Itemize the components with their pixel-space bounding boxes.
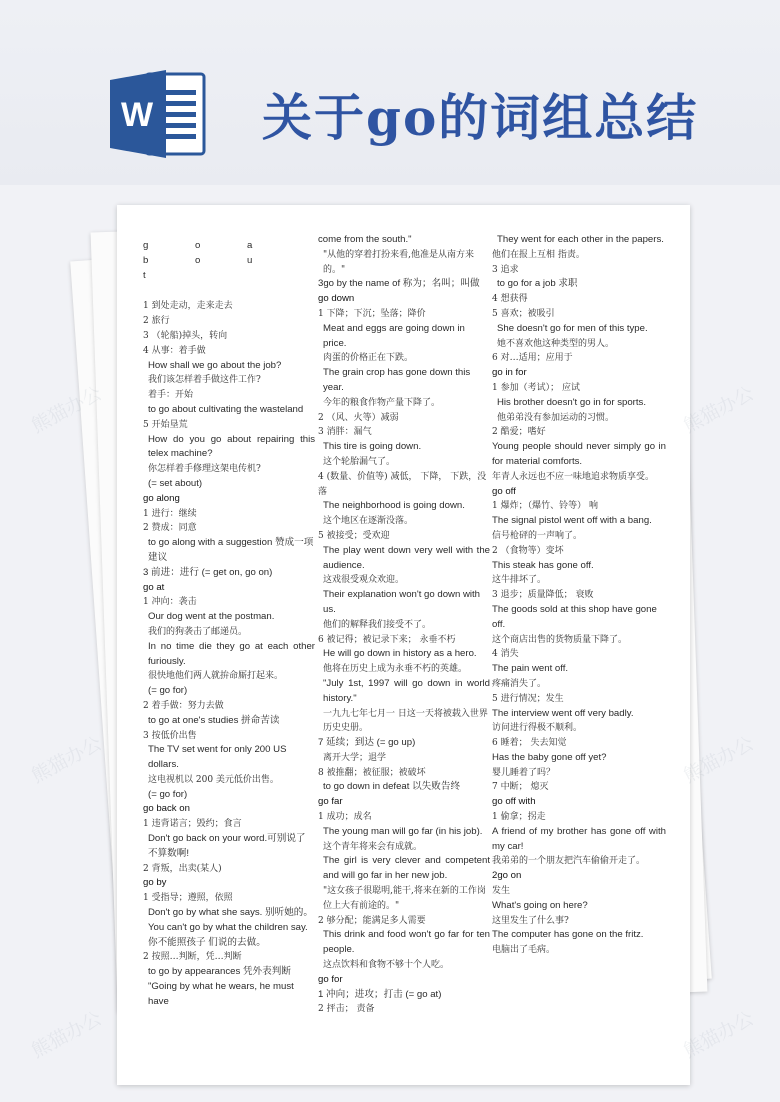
text-line: The play went down very well with the audience. [323, 544, 490, 571]
text-line: 她不喜欢他这种类型的男人。 [497, 338, 615, 349]
text-line: You can't go by what the children say.你不能照孩子 们说的去做。 [148, 921, 308, 948]
text-line: 3 消胖：漏气 [318, 427, 372, 438]
text-line: 1 冲向：袭击 [143, 597, 197, 608]
text-line: to go along with a suggestion 赞成一项建议 [148, 537, 314, 563]
text-line: 你怎样着手修理这架电传机? [148, 464, 261, 475]
watermark: 熊猫办公 [27, 1007, 106, 1063]
text-line: Has the baby gone off yet? [492, 751, 607, 763]
text-line: 1 参加（考试）； 应试 [492, 382, 580, 393]
text-line: 6 睡着； 失去知觉 [492, 738, 567, 749]
text-line: 2 （风、火等）减弱 [318, 412, 399, 423]
word-logo-icon [108, 68, 208, 160]
text-line: This tire is going down. [323, 441, 422, 453]
text-line: 这电视机以 200 美元低价出售。 [148, 774, 279, 785]
text-line: 2 赞成：同意 [143, 523, 197, 534]
text-line: 4 想获得 [492, 294, 528, 305]
text-line: 发生 [492, 886, 511, 897]
text-line: In no time die they go at each other furiously. [148, 640, 315, 667]
text-line: 2 抨击； 责备 [318, 1004, 375, 1015]
text-line: The pain went off. [492, 663, 569, 675]
text-line: She doesn't go for men of this type. [497, 322, 648, 334]
text-line: to go down in defeat 以失败告终 [323, 781, 461, 793]
text-line: They went for each other in the papers. [497, 234, 664, 245]
text-line: 5 进行情况；发生 [492, 693, 564, 704]
text-line: 这个商店出售的货物质量下降了。 [492, 634, 628, 645]
text-line: 2 旅行 [143, 316, 170, 327]
text-line: "从他的穿着打扮来看,他准是从南方来的。" [323, 249, 475, 275]
text-line: "Going by what he wears, he must have [148, 981, 294, 1007]
text-line: to go for a job 求职 [497, 278, 578, 290]
text-line: 这牛排坏了。 [492, 575, 547, 586]
text-line: (= go for) [148, 685, 188, 697]
phrase-heading: go off with [492, 796, 536, 808]
text-line: 我们该怎样着手做这件工作? [148, 375, 261, 386]
text-line: 他将在历史上成为永垂不朽的英雄。 [323, 664, 468, 675]
text-line: The TV set went for only 200 US dollars. [148, 744, 287, 771]
phrase-heading: go back on [143, 803, 190, 815]
text-line: 2 背叛，出卖(某人) [143, 863, 222, 874]
text-line: How shall we go about the job? [148, 359, 282, 371]
text-line: 5 开始垦荒 [143, 419, 188, 430]
text-line: 婴儿睡着了吗？ [492, 767, 556, 778]
text-line: 2 按照…判断，凭…判断 [143, 952, 242, 963]
text-line: A friend of my brother has gone off with my car! [492, 825, 666, 852]
text-line: 3 退步；质量降低； 衰败 [492, 590, 594, 601]
text-line: 我弟弟的一个朋友把汽车偷偷开走了。 [492, 856, 646, 867]
phrase-heading: go down [318, 293, 355, 305]
phrase-heading: go in for [492, 367, 527, 379]
text-line: The girl is very clever and competent and will go far in her new job. [323, 855, 490, 882]
text-line: 3 追求 [492, 264, 519, 275]
phrase-heading: go along [143, 492, 180, 504]
phrase-heading: 2go on [492, 870, 522, 882]
text-line: 4 消失 [492, 649, 519, 660]
text-line: 6 对…适用；应用于 [492, 353, 573, 364]
text-line: 一九九七年七月一 日这一天将被载入世界历史史册。 [323, 708, 488, 734]
text-line: Don't go back on your word.可别说了不算数啊! [148, 833, 306, 859]
text-line: 着手：开始 [148, 390, 194, 401]
text-line: 他弟弟没有参加运动的习惯。 [497, 412, 615, 423]
text-line: "这女孩子很聪明,能干,将来在新的工作岗位上大有前途的。" [323, 886, 486, 911]
text-line: 2 着手做：努力去做 [143, 700, 224, 711]
text-line: The grain crop has gone down this year. [323, 367, 471, 393]
text-line: 年青人永远也不应一味地追求物质享受。 [492, 471, 655, 482]
text-line: 他们的解释我们接受不了。 [323, 619, 432, 630]
text-line: 7 延续；到达 (= go up) [318, 737, 416, 749]
text-line: The computer has gone on the fritz. [492, 929, 644, 941]
text-line: (= go for) [148, 788, 188, 800]
text-line: 这个轮胎漏气了。 [323, 456, 396, 467]
text-line: 3 按低价出售 [143, 730, 197, 741]
text-line: 3go by the name of 称为；名叫；叫做 [318, 278, 480, 290]
watermark: 熊猫办公 [679, 382, 758, 438]
text-line: 电脑出了毛病。 [492, 945, 556, 956]
text-line: 1 违背诺言；毁约；食言 [143, 819, 242, 830]
text-line: 7 中断； 熄灭 [492, 782, 549, 793]
text-line: 1 进行：继续 [143, 508, 197, 519]
text-line: This steak has gone off. [492, 559, 594, 571]
text-line: Young people should never simply go in for material comforts. [492, 441, 666, 467]
text-line: 4 从事：着手做 [143, 345, 206, 356]
watermark: 熊猫办公 [27, 382, 106, 438]
text-line: 这戏很受观众欢迎。 [323, 575, 405, 586]
text-line: (= set about) [148, 477, 203, 489]
text-line: 2 酷爱；嗜好 [492, 427, 546, 438]
text-line: Our dog went at the postman. [148, 611, 275, 623]
watermark: 熊猫办公 [27, 732, 106, 788]
text-line: 今年的粮食作物产量下降了。 [323, 397, 441, 408]
phrase-heading: go by [143, 877, 167, 889]
text-column-1 [143, 233, 315, 1010]
text-line: The young man will go far (in his job). [323, 825, 483, 837]
text-line: The interview went off very badly. [492, 707, 634, 719]
text-line: 这点饮料和食物不够十个人吃。 [323, 960, 450, 971]
text-line: 这个地区在逐渐没落。 [323, 516, 414, 527]
text-line: 他们在报上互相 指责。 [492, 249, 585, 260]
text-line: 5 喜欢；被吸引 [492, 308, 555, 319]
phrase-heading: go for [318, 973, 343, 985]
page-title: 关于go的词组总结 [262, 88, 699, 147]
document-page [117, 205, 690, 1085]
logo-letter: W [120, 96, 154, 134]
text-line: "July 1st, 1997 will go down in world history." [323, 677, 490, 704]
text-line: 很快地他们两人就拚命厮打起来。 [148, 671, 284, 682]
text-line: 1 冲向；进攻；打击 (= go at) [318, 988, 442, 1000]
text-line: 1 成功；成名 [318, 812, 372, 823]
text-line: 2 够分配；能满足多人需要 [318, 915, 426, 926]
text-line: 1 到处走动，走来走去 [143, 301, 233, 312]
text-line: 疼痛消失了。 [492, 678, 547, 689]
phrase-heading: go off [492, 485, 516, 497]
text-line: How do you go about repairing this telex machine? [148, 433, 315, 460]
text-line: to go by appearances 凭外表判断 [148, 966, 291, 978]
phrase-heading: go at [143, 581, 165, 593]
text-line: 1 下降；下沉；坠落；降价 [318, 308, 426, 319]
phrase-heading: go far [318, 796, 343, 808]
watermark: 熊猫办公 [679, 1007, 758, 1063]
text-line: Meat and eggs are going down in price. [323, 322, 465, 349]
text-line: He will go down in history as a hero. [323, 648, 477, 660]
watermark: 熊猫办公 [679, 732, 758, 788]
text-line: 这里发生了什么事? [492, 915, 569, 926]
text-line: 5 被接受；受欢迎 [318, 530, 390, 541]
text-line: 这个青年将来会有成就。 [323, 841, 423, 852]
text-line: 4 (数量、价值等) 减低， 下降， 下跌，没落 [318, 471, 487, 497]
text-line: come from the south." [318, 234, 412, 245]
text-line: 1 偷拿；拐走 [492, 812, 546, 823]
text-line: What's going on here? [492, 899, 588, 911]
text-line: The neighborhood is going down. [323, 500, 465, 512]
text-line: 信号枪砰的一声响了。 [492, 530, 583, 541]
text-line: 6 被记得；被记录下来； 永垂不朽 [318, 634, 456, 645]
text-line: to go at one's studies 拼命苦读 [148, 714, 280, 726]
text-line: 1 受指导；遵照，依照 [143, 893, 233, 904]
text-line: 我们的狗袭击了邮递员。 [148, 626, 248, 637]
text-line: 8 被推翻；被征服；被破坏 [318, 767, 426, 778]
text-line: 访问进行得极不顺利。 [492, 723, 583, 734]
text-line: g o a b o u t [143, 240, 275, 281]
text-line: His brother doesn't go in for sports. [497, 396, 647, 408]
text-line: Don't go by what she says. 别听她的。 [148, 907, 313, 919]
text-line: 1 爆炸；（爆竹、铃等） 响 [492, 501, 598, 512]
text-line: to go about cultivating the wasteland [148, 403, 304, 415]
text-line: This drink and food won't go far for ten people. [323, 929, 490, 956]
text-column-2 [318, 233, 490, 1017]
text-line: 离开大学；退学 [323, 752, 387, 763]
text-line: 3 （轮船)掉头，转向 [143, 330, 228, 341]
text-line: The signal pistol went off with a bang. [492, 515, 652, 527]
text-line: 肉蛋的价格正在下跌。 [323, 353, 414, 364]
text-column-3 [492, 233, 666, 958]
text-line: The goods sold at this shop have gone off. [492, 603, 657, 630]
text-line: 2 （食物等）变坏 [492, 545, 564, 556]
text-line: Their explanation won't go down with us. [323, 589, 481, 615]
text-line: 3 前进：进行 (= get on, go on) [143, 566, 273, 578]
